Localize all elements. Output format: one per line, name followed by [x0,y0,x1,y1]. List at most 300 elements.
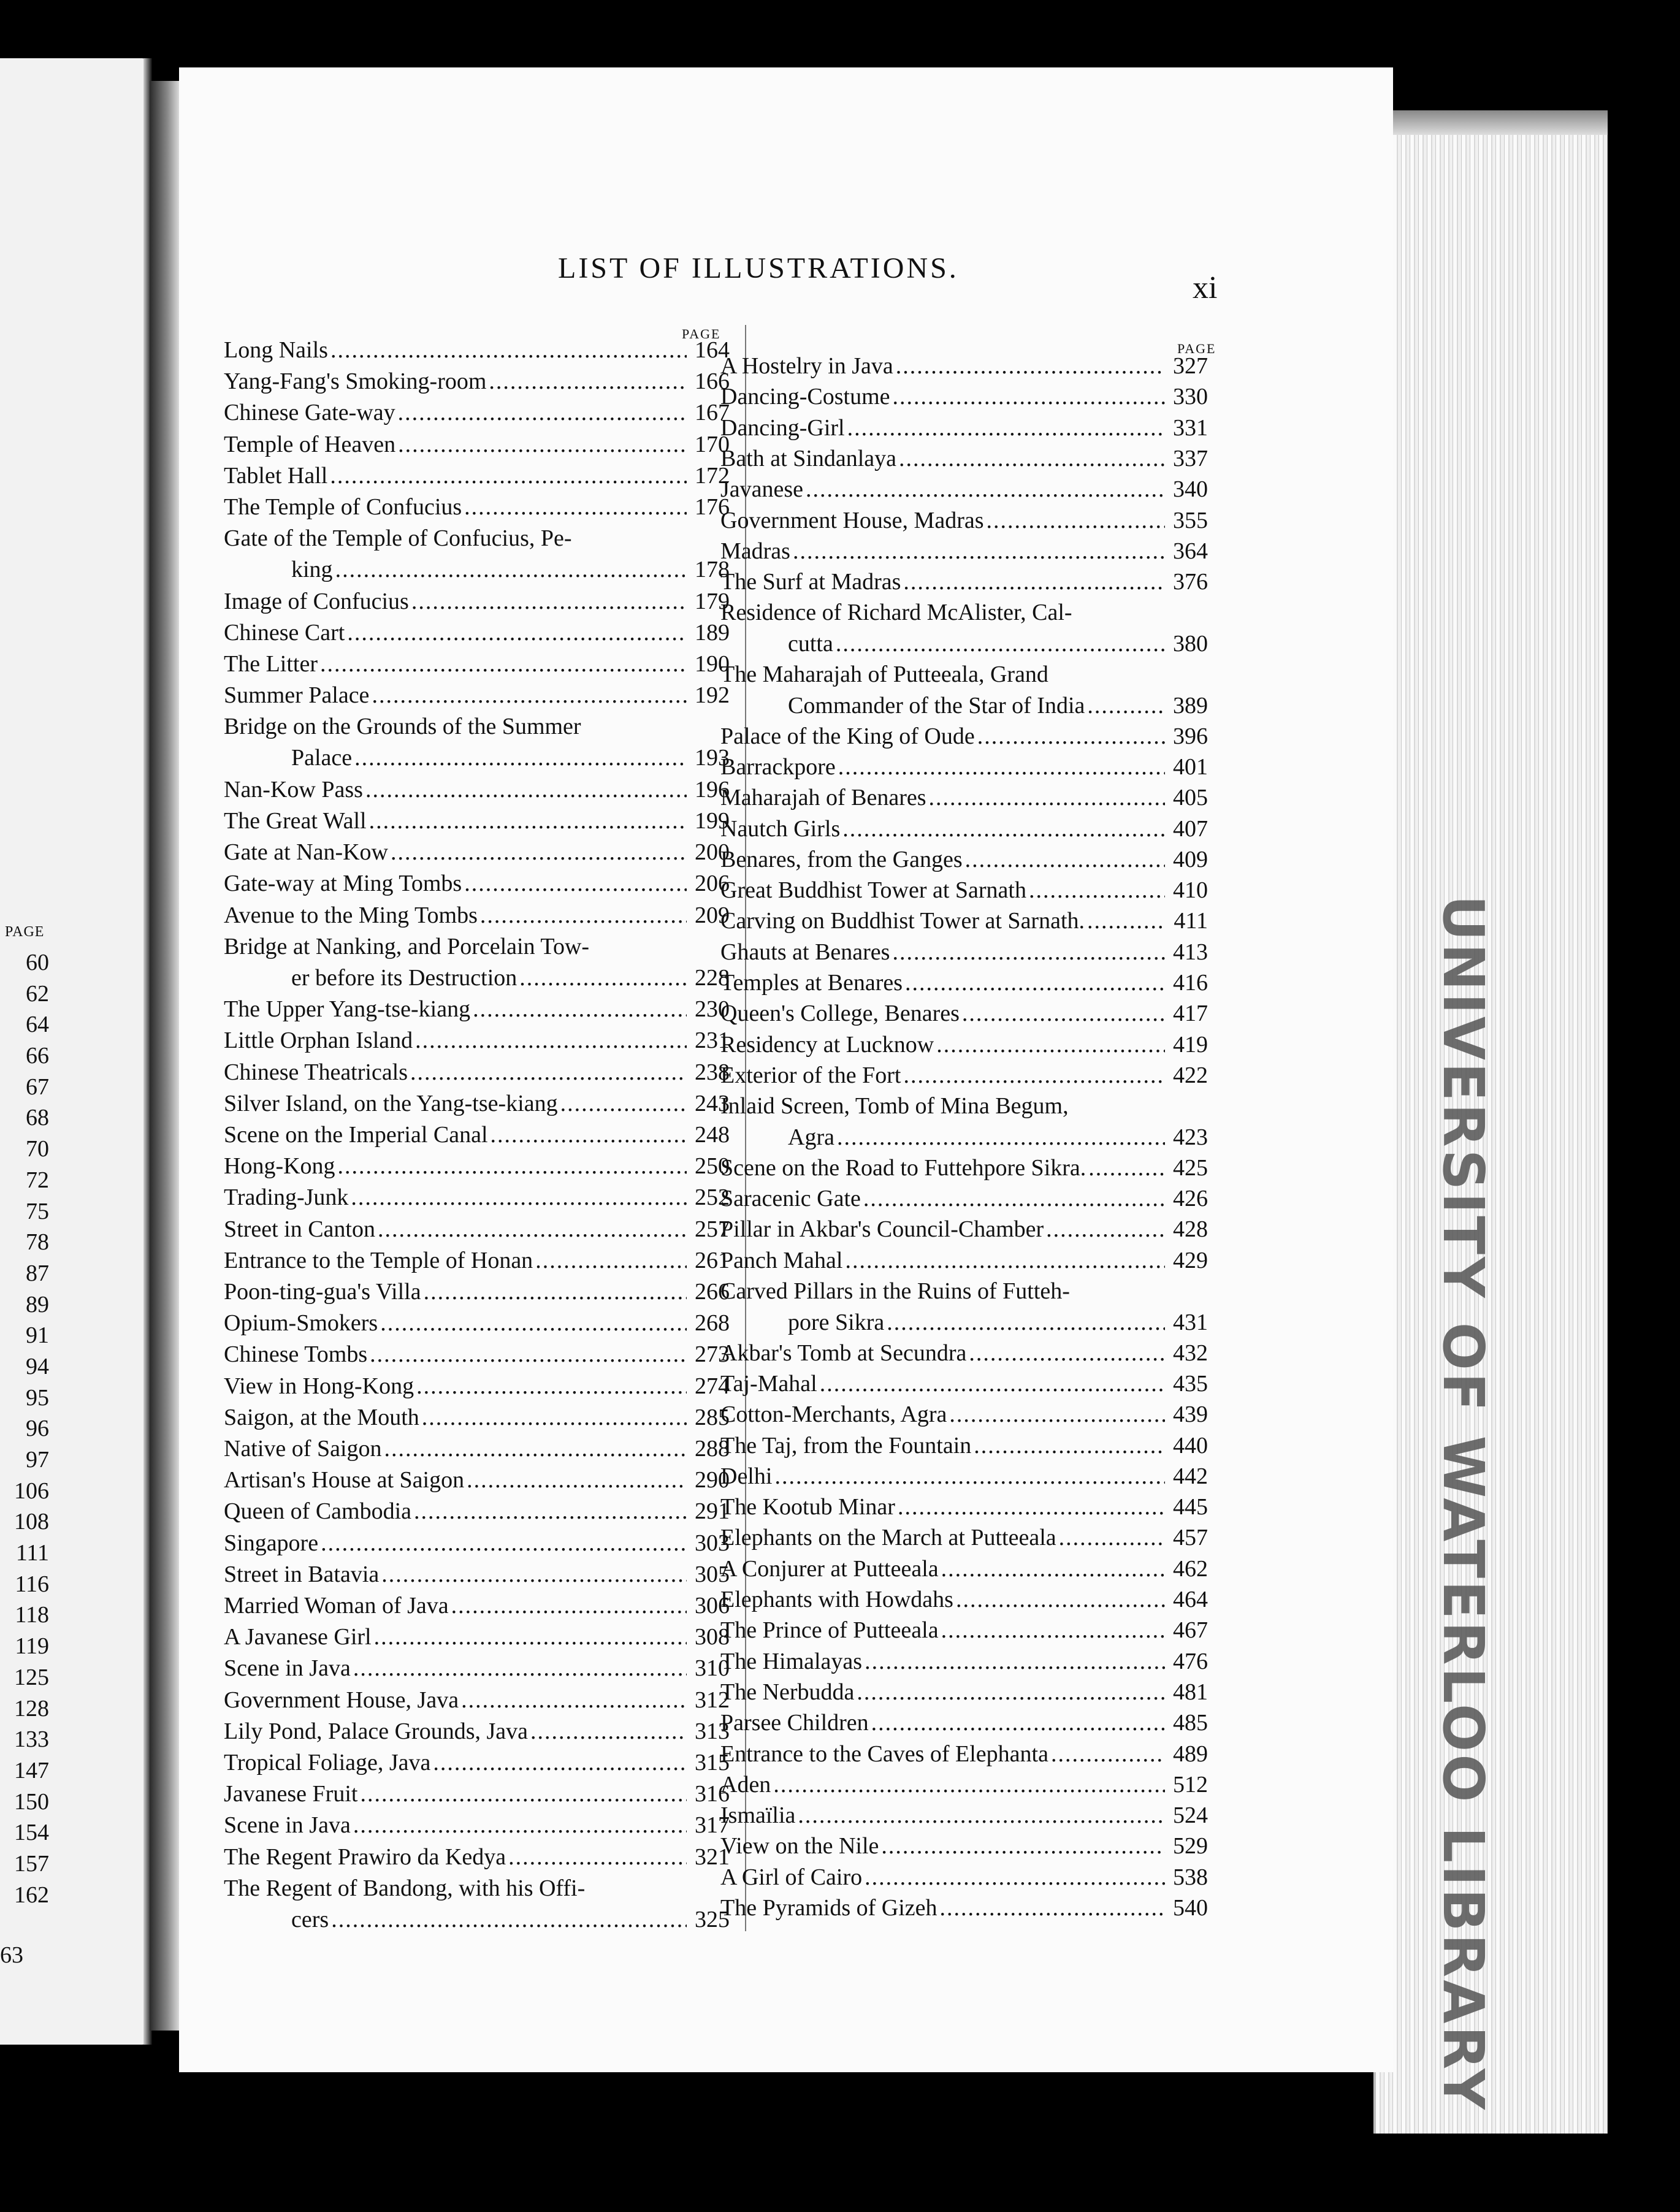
illustration-title: Benares, from the Ganges [720,846,963,872]
dot-leader [903,566,1165,598]
dot-leader [871,1707,1165,1739]
illustration-title: Carved Pillars in the Ruins of Futteh- [720,1278,1070,1304]
page-number: 63 [0,1942,23,1968]
page-number: 524 [1173,1802,1208,1829]
list-item [720,1862,1208,1893]
dot-leader [1051,1739,1165,1770]
illustration-title: Artisan's House at Saigon [224,1467,465,1493]
page-number: 257 [695,1216,730,1242]
illustration-title: Yang-Fang's Smoking-room [224,368,487,395]
list-item [224,1810,730,1841]
illustration-title: The Great Wall [224,808,367,834]
dot-leader [433,1747,687,1779]
page-number: 176 [695,494,730,520]
page-number: 206 [695,871,730,897]
illustration-title: Maharajah of Benares [720,785,926,811]
list-item [720,1245,1208,1276]
page-number: 419 [1173,1031,1208,1058]
page-number: 538 [1173,1864,1208,1890]
list-item [720,1492,1208,1523]
running-head: LIST OF ILLUSTRATIONS. [558,252,959,284]
list-item [720,1893,1208,1924]
dot-leader [842,814,1165,845]
list-item [224,1653,730,1684]
page-number: 540 [1173,1895,1208,1921]
page-number: 376 [1173,569,1208,595]
list-item [224,429,730,460]
illustration-title: Great Buddhist Tower at Sarnath [720,877,1026,904]
list-item [720,844,1208,875]
illustration-title: Panch Mahal [720,1247,843,1273]
illustration-title: Saracenic Gate [720,1186,861,1212]
page-number: 327 [1173,353,1208,379]
illustration-title: Lily Pond, Palace Grounds, Java [224,1718,529,1744]
page-number: 288 [695,1436,730,1462]
list-item [720,1677,1208,1708]
list-item [224,868,730,899]
dot-leader [965,844,1165,875]
illustration-title: Poon-ting-gua's Villa [224,1279,421,1305]
list-item [224,1151,730,1182]
page-number: 476 [1173,1648,1208,1674]
illustration-title-continuation: Agra [788,1124,834,1150]
page-number: 95 [26,1384,49,1411]
list-item [224,586,730,617]
page-number: 199 [695,808,730,834]
page-number: 428 [1173,1216,1208,1243]
list-item [720,1831,1208,1862]
dot-leader [857,1677,1165,1708]
page-number: 196 [695,776,730,803]
page-number: 439 [1173,1402,1208,1428]
page-number: 167 [695,400,730,426]
list-item [720,1029,1208,1061]
page-number: 285 [695,1404,730,1430]
page-number: 64 [26,1012,49,1038]
list-item [720,1584,1208,1615]
page-number: 416 [1173,970,1208,996]
page-number: 413 [1173,939,1208,965]
page-number: 89 [26,1291,49,1318]
dot-leader [381,1559,687,1590]
dot-leader [464,492,687,523]
library-stamp: UNIVERSITY OF WATERLOO LIBRARY [1430,895,1496,2112]
list-item [224,1339,730,1370]
list-item [720,566,1208,598]
page-number: 230 [695,996,730,1023]
page-number: 464 [1173,1587,1208,1612]
dot-leader [977,721,1165,752]
dot-leader [820,1368,1165,1400]
dot-leader [560,1088,687,1119]
list-item [224,1622,730,1653]
dot-leader [360,1779,687,1810]
page-number: 166 [695,368,730,395]
illustration-title: Bath at Sindanlaya [720,445,897,471]
illustration-title: Pillar in Akbar's Council-Chamber [720,1216,1044,1243]
list-item [720,536,1208,567]
illustration-title: View on the Nile [720,1833,879,1859]
list-item [224,1214,730,1245]
illustration-title: Bridge at Nanking, and Porcelain Tow- [224,933,590,959]
page-number: 310 [695,1655,730,1682]
page-number: 62 [26,980,49,1007]
illustration-title: Opium-Smokers [224,1310,378,1337]
dot-leader [837,1122,1165,1153]
dot-leader [378,1214,687,1245]
dot-leader [887,1307,1165,1338]
page-number: 435 [1173,1370,1208,1397]
list-item [224,649,730,680]
page-column-label: PAGE [5,924,45,940]
page-number: 106 [14,1478,49,1504]
dot-leader [845,1245,1165,1276]
illustration-title: Elephants on the March at Putteeala [720,1525,1056,1551]
list-item [720,937,1208,968]
page-number: 172 [695,462,730,489]
page-number: 96 [26,1416,49,1442]
list-item [224,1182,730,1213]
illustration-title: Native of Saigon [224,1436,382,1462]
list-item [720,659,1208,721]
list-item [720,1646,1208,1677]
dot-leader [391,837,687,868]
list-item [224,1402,730,1433]
list-item [720,351,1208,382]
list-item [720,998,1208,1029]
dot-leader [321,1528,687,1559]
previous-page-fragment [0,58,146,2045]
illustration-title: Tablet Hall [224,462,328,489]
page-number: 429 [1173,1247,1208,1273]
illustration-title: Image of Confucius [224,588,409,614]
dot-leader [941,1615,1165,1646]
list-item [224,1433,730,1465]
list-item [224,994,730,1025]
page-number: 303 [695,1530,730,1556]
list-item [720,1522,1208,1554]
dot-leader [949,1399,1165,1430]
page-number: 330 [1173,384,1208,410]
dot-leader [1059,1522,1165,1554]
dot-leader [398,397,687,429]
list-item [720,1338,1208,1369]
illustration-title: Tropical Foliage, Java [224,1750,431,1775]
dot-leader [535,1245,687,1276]
list-item [720,413,1208,444]
illustration-title: The Litter [224,651,318,677]
dot-leader [936,1029,1165,1061]
page-number: 87 [26,1260,49,1286]
dot-leader [519,963,687,994]
page-number: 108 [14,1509,49,1535]
dot-leader [892,937,1165,968]
page-number: 396 [1173,723,1208,749]
list-item [224,1528,730,1559]
page-number: 266 [695,1279,730,1305]
illustration-title: Chinese Gate-way [224,400,395,426]
page-number: 75 [26,1198,49,1224]
list-item [224,1842,730,1873]
page-number: 193 [695,745,730,771]
illustration-title-continuation: Commander of the Star of India [788,692,1085,719]
illustration-title: Taj-Mahal [720,1370,817,1397]
list-item [224,617,730,649]
page-number: 125 [14,1664,49,1690]
list-item [224,1685,730,1716]
dot-leader [347,617,687,649]
list-item [720,1276,1208,1338]
dot-leader [773,1769,1165,1801]
illustration-title: The Pyramids of Gizeh [720,1895,937,1921]
page-number: 306 [695,1593,730,1619]
page-number: 529 [1173,1833,1208,1859]
illustration-title: The Regent Prawiro da Kedya [224,1844,506,1870]
page-number: 317 [695,1812,730,1839]
dot-leader [508,1842,687,1873]
list-item [720,443,1208,475]
page-number: 243 [695,1090,730,1116]
list-item [224,1747,730,1779]
list-item [720,1769,1208,1801]
illustration-title: A Hostelry in Java [720,353,893,379]
page-number: 409 [1173,846,1208,872]
page-number: 467 [1173,1617,1208,1644]
page-number: 178 [695,556,730,582]
dot-leader [398,429,687,460]
page-number: 325 [695,1906,730,1932]
page-number: 268 [695,1310,730,1337]
illustration-title: A Conjurer at Putteeala [720,1555,939,1582]
illustration-title: Ismaïlia [720,1802,796,1829]
illustration-title-continuation: king [291,556,333,582]
page-number: 111 [15,1540,49,1566]
dot-leader [330,460,687,492]
illustration-title: Summer Palace [224,682,370,709]
dot-leader [491,1119,687,1151]
dot-leader [320,649,687,680]
dot-leader [798,1800,1165,1831]
page-number: 316 [695,1781,730,1807]
list-item [720,1091,1208,1153]
dot-leader [899,443,1165,475]
illustration-title: Dancing-Costume [720,384,890,410]
list-item [720,1183,1208,1215]
illustration-title: Queen's College, Benares [720,1001,960,1027]
page-number: 485 [1173,1710,1208,1736]
dot-leader [365,774,687,806]
list-item [224,1371,730,1402]
dot-leader [489,366,687,397]
list-item [224,1496,730,1527]
page-number: 312 [695,1687,730,1713]
illustration-title: Residency at Lucknow [720,1031,934,1058]
page-number: 154 [14,1820,49,1846]
dot-leader [384,1433,687,1465]
page-number: 179 [695,588,730,614]
illustration-title: The Nerbudda [720,1679,855,1705]
dot-leader [865,1646,1165,1677]
illustration-title: A Javanese Girl [224,1624,372,1650]
page-number: 250 [695,1153,730,1180]
illustration-title: Gate at Nan-Kow [224,839,389,866]
dot-leader [962,998,1165,1029]
illustration-title: Palace of the King of Oude [720,723,975,749]
illustration-title: Married Woman of Java [224,1593,449,1619]
dot-leader [836,628,1165,660]
page-number: 431 [1173,1309,1208,1335]
page-number: 228 [695,964,730,991]
illustration-title: Cotton-Merchants, Agra [720,1402,947,1428]
page-number: 457 [1173,1525,1208,1551]
illustration-title: Parsee Children [720,1710,869,1736]
page-number: 290 [695,1467,730,1493]
page-number: 78 [26,1229,49,1256]
page-number: 200 [695,839,730,866]
page-number: 442 [1173,1463,1208,1489]
dot-leader [338,1151,687,1182]
page-number-list [0,947,49,1910]
page-number: 422 [1173,1062,1208,1088]
dot-leader [865,1862,1165,1893]
illustration-title: Barrackpore [720,753,836,780]
list-item [224,1025,730,1056]
illustration-title: Delhi [720,1463,773,1489]
page-number: 273 [695,1341,730,1368]
illustration-title: The Surf at Madras [720,569,901,595]
dot-leader [372,680,687,711]
illustration-title: Entrance to the Caves of Elephanta [720,1741,1048,1767]
illustration-title: Singapore [224,1530,319,1556]
list-item [720,967,1208,999]
page-number: 313 [695,1718,730,1744]
dot-leader [1088,1153,1165,1184]
illustration-title: Bridge on the Grounds of the Summer [224,714,581,740]
dot-leader [893,381,1165,413]
page-number: 411 [1174,908,1208,934]
list-item [224,366,730,397]
page-number: 116 [15,1571,49,1597]
dot-leader [530,1716,687,1747]
list-item [224,711,730,773]
dot-leader [940,1893,1165,1924]
illustration-title: Scene on the Imperial Canal [224,1122,488,1148]
page-number: 68 [26,1105,49,1131]
list-item [224,931,730,993]
book-gutter [150,81,179,2031]
illustration-title: The Prince of Putteeala [720,1617,939,1644]
page-number: 97 [26,1447,49,1473]
page-number: 425 [1173,1154,1208,1181]
list-item [224,1559,730,1590]
list-item [720,752,1208,783]
illustration-title: The Himalayas [720,1648,863,1674]
illustration-title: The Taj, from the Fountain [720,1432,972,1459]
page-number: 66 [26,1043,49,1069]
dot-leader [969,1338,1165,1369]
page-number: 426 [1173,1186,1208,1212]
list-item [224,1590,730,1622]
dot-leader [881,1831,1165,1862]
illustration-title: Avenue to the Ming Tombs [224,902,478,928]
list-item [224,1465,730,1496]
illustration-title: Street in Canton [224,1216,375,1242]
illustration-title: Carving on Buddhist Tower at Sarnath. [720,908,1085,934]
illustration-title-continuation: pore Sikra [788,1309,885,1335]
list-item [720,1461,1208,1492]
illustration-title: The Regent of Bandong, with his Offi- [224,1875,586,1901]
dot-leader [896,351,1165,382]
page-number: 331 [1173,414,1208,441]
page-number: 119 [15,1633,49,1660]
list-item [720,1153,1208,1184]
page-number: 423 [1173,1124,1208,1150]
page-number: 164 [695,337,730,363]
right-column-page-label: PAGE [1177,341,1216,356]
illustration-title: Scene on the Road to Futtehpore Sikra. [720,1154,1086,1181]
page-number: 380 [1173,631,1208,657]
page-number: 512 [1173,1771,1208,1798]
page-number: 238 [695,1059,730,1085]
page-number: 70 [26,1136,49,1162]
dot-leader [422,1402,687,1433]
page-number: 364 [1173,538,1208,564]
list-item [720,814,1208,845]
dot-leader [410,1057,687,1088]
page-number: 355 [1173,507,1208,533]
list-item [720,1368,1208,1400]
illustration-title: Chinese Cart [224,619,345,646]
illustration-title: View in Hong-Kong [224,1373,414,1399]
list-item [720,1214,1208,1245]
dot-leader [929,782,1165,814]
dot-leader [424,1276,687,1308]
page-number: 407 [1173,815,1208,842]
dot-leader [464,868,687,899]
page-number: 209 [695,902,730,928]
illustration-title: Madras [720,538,790,564]
list-item [720,1800,1208,1831]
list-item [224,1245,730,1276]
illustration-title: The Temple of Confucius [224,494,462,520]
illustration-title: Chinese Theatricals [224,1059,408,1085]
illustration-title-continuation: Palace [291,745,353,771]
dot-leader [351,1182,687,1213]
page-number: 157 [14,1850,49,1877]
dot-leader [353,1653,687,1684]
page-number: 410 [1173,877,1208,904]
illustration-title: Nautch Girls [720,815,841,842]
illustration-title: Hong-Kong [224,1153,335,1180]
list-item [224,492,730,523]
list-item [720,597,1208,659]
page-number: 128 [14,1695,49,1722]
list-item [720,1430,1208,1462]
page-number: 162 [14,1882,49,1908]
illustration-title: Queen of Cambodia [224,1498,412,1525]
illustration-title: Nan-Kow Pass [224,776,363,803]
illustration-title: Saigon, at the Mouth [224,1404,419,1430]
list-item [720,1399,1208,1430]
dot-leader [847,413,1165,444]
list-item [224,806,730,837]
list-item [224,1119,730,1151]
dot-leader [480,900,687,931]
dot-leader [416,1371,687,1402]
list-item [224,1716,730,1747]
dot-leader [370,1339,687,1370]
dot-leader [414,1496,687,1527]
